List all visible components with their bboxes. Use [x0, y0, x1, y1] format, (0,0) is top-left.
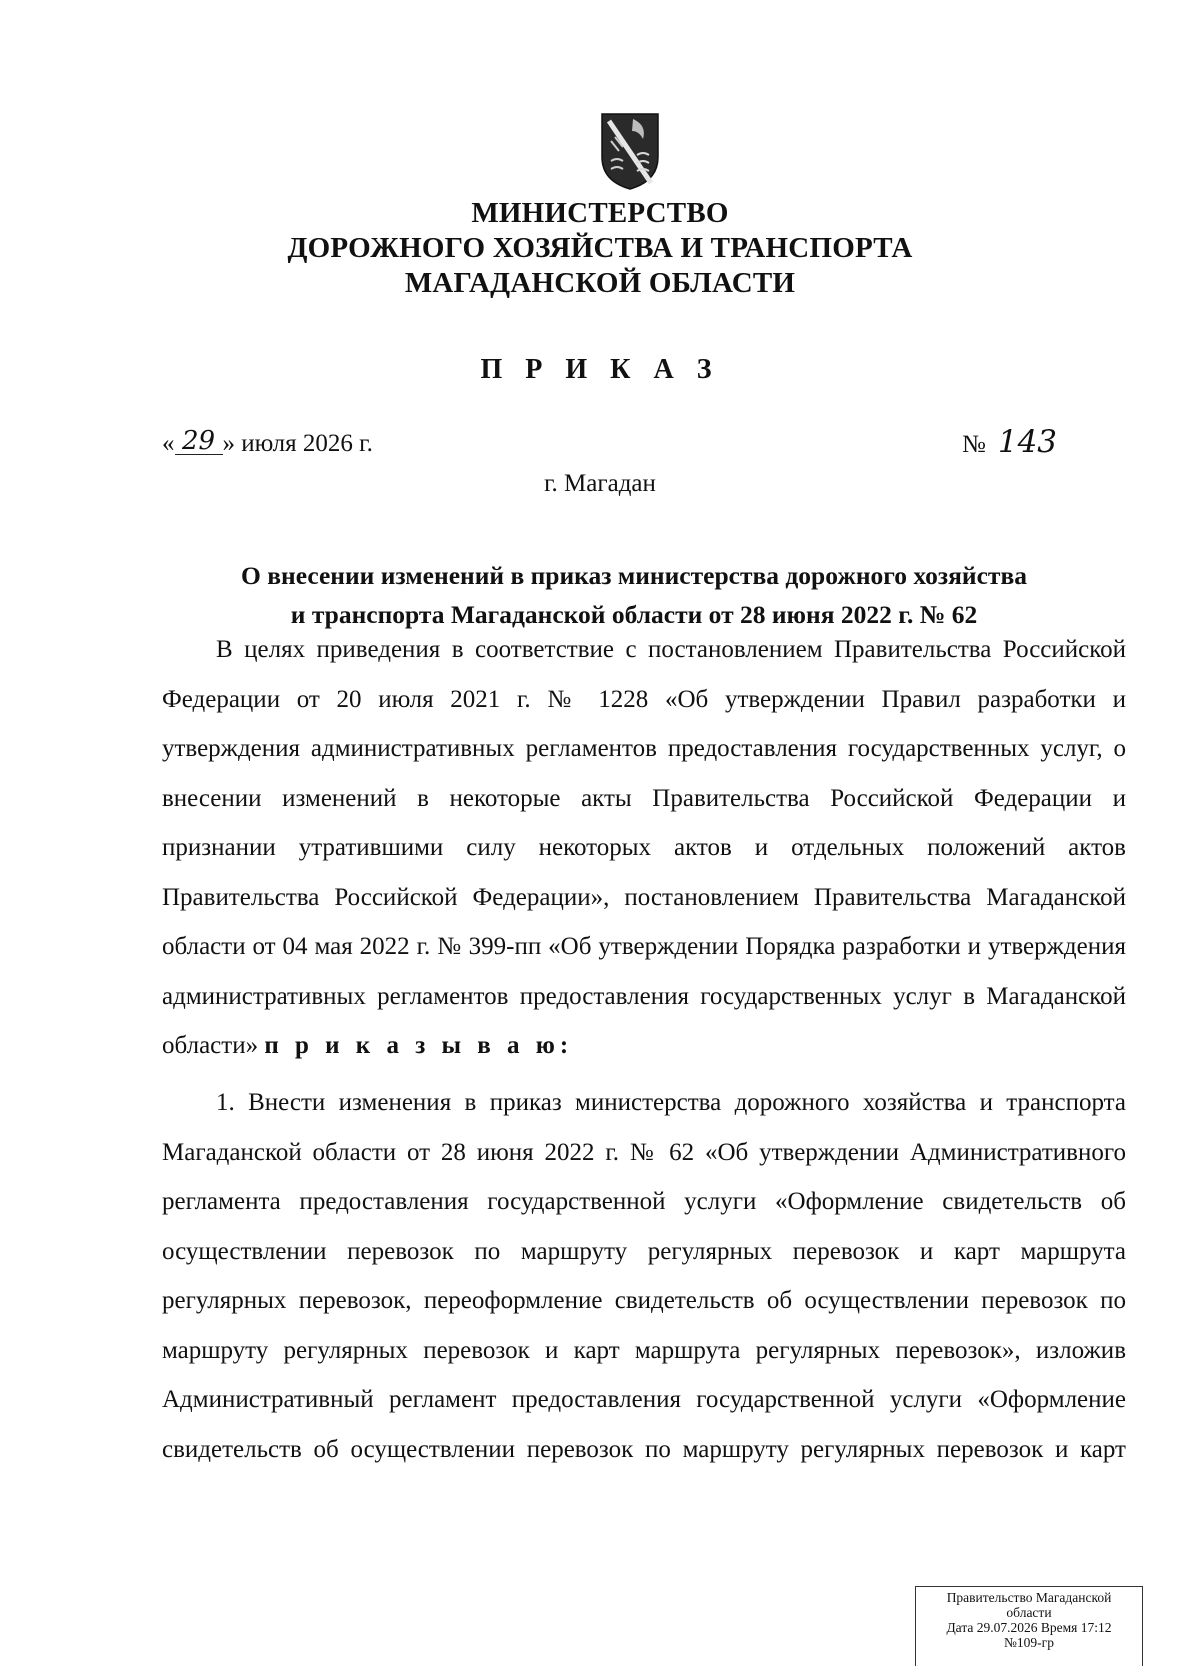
registration-stamp [915, 1586, 1143, 1666]
date-open-quote: « [162, 430, 175, 457]
order-number [962, 424, 1057, 460]
item-1-paragraph [162, 1078, 1126, 1474]
directive-word: п р и к а з ы в а ю: [264, 1032, 574, 1059]
order-subject [160, 556, 1108, 634]
ministry-title-line-2: ДОРОЖНОГО ХОЗЯЙСТВА И ТРАНСПОРТА [287, 232, 913, 264]
stamp-line-2: области [1006, 1605, 1052, 1620]
order-date [162, 426, 373, 458]
coat-of-arms-emblem [599, 111, 661, 191]
item-1-text: 1. Внести изменения в приказ министерства дорожного хозяйства и транспорта Магаданской области от 28 июня 2022 г. № 62 «Об утверждении Административного регламента предоставления государственной услуги «Оформление свидетельств об осуществлении перевозок по маршруту регулярных перевозок и карт маршрута регулярных перевозок, переоформление свидетельств об осуществлении перевозок по маршруту регулярных перевозок и карт маршрута регулярных перевозок», изложив Административный регламент предоставления государственной услуги «Оформление свидетельств об осуществлении перевозок по маршруту регулярных перевозок и карт [162, 1089, 1126, 1463]
order-number-handwritten: 143 [997, 424, 1058, 460]
ministry-title-line-1: МИНИСТЕРСТВО [471, 197, 729, 229]
stamp-line-4: №109-гр [1004, 1635, 1054, 1650]
order-heading: П Р И К А З [480, 354, 720, 385]
date-day-handwritten: 29 [175, 428, 223, 455]
preamble-text: В целях приведения в соответствие с постановлением Правительства Российской Федерации от 20 июля 2021 г. № 1228 «Об утверждении Правил разработки и утверждения административных регламентов предоставления государственных услуг, о внесении изменений в некоторые акты Правительства Российской Федерации и признании утратившими силу некоторых актов и отдельных положений актов Правительства Российской Федерации», постановлением Правительства Магаданской области от 04 мая 2022 г. № 399-пп «Об утверждении Порядка разработки и утверждения административных регламентов предоставления государственных услуг в Магаданской области» [162, 636, 1126, 1059]
date-month-year: июля 2026 г. [235, 430, 373, 457]
preamble-paragraph [162, 625, 1126, 1071]
stamp-line-3: Дата 29.07.2026 Время 17:12 [946, 1620, 1112, 1635]
subject-line-1: О внесении изменений в приказ министерства дорожного хозяйства [241, 561, 1027, 590]
number-sign: № [962, 431, 986, 458]
ministry-title-line-3: МАГАДАНСКОЙ ОБЛАСТИ [404, 267, 796, 299]
stamp-line-1: Правительство Магаданской [946, 1590, 1112, 1605]
city-line: г. Магадан [544, 470, 656, 497]
date-close-quote: » [222, 430, 235, 457]
subject-line-2: и транспорта Магаданской области от 28 июня 2022 г. № 62 [290, 600, 978, 629]
